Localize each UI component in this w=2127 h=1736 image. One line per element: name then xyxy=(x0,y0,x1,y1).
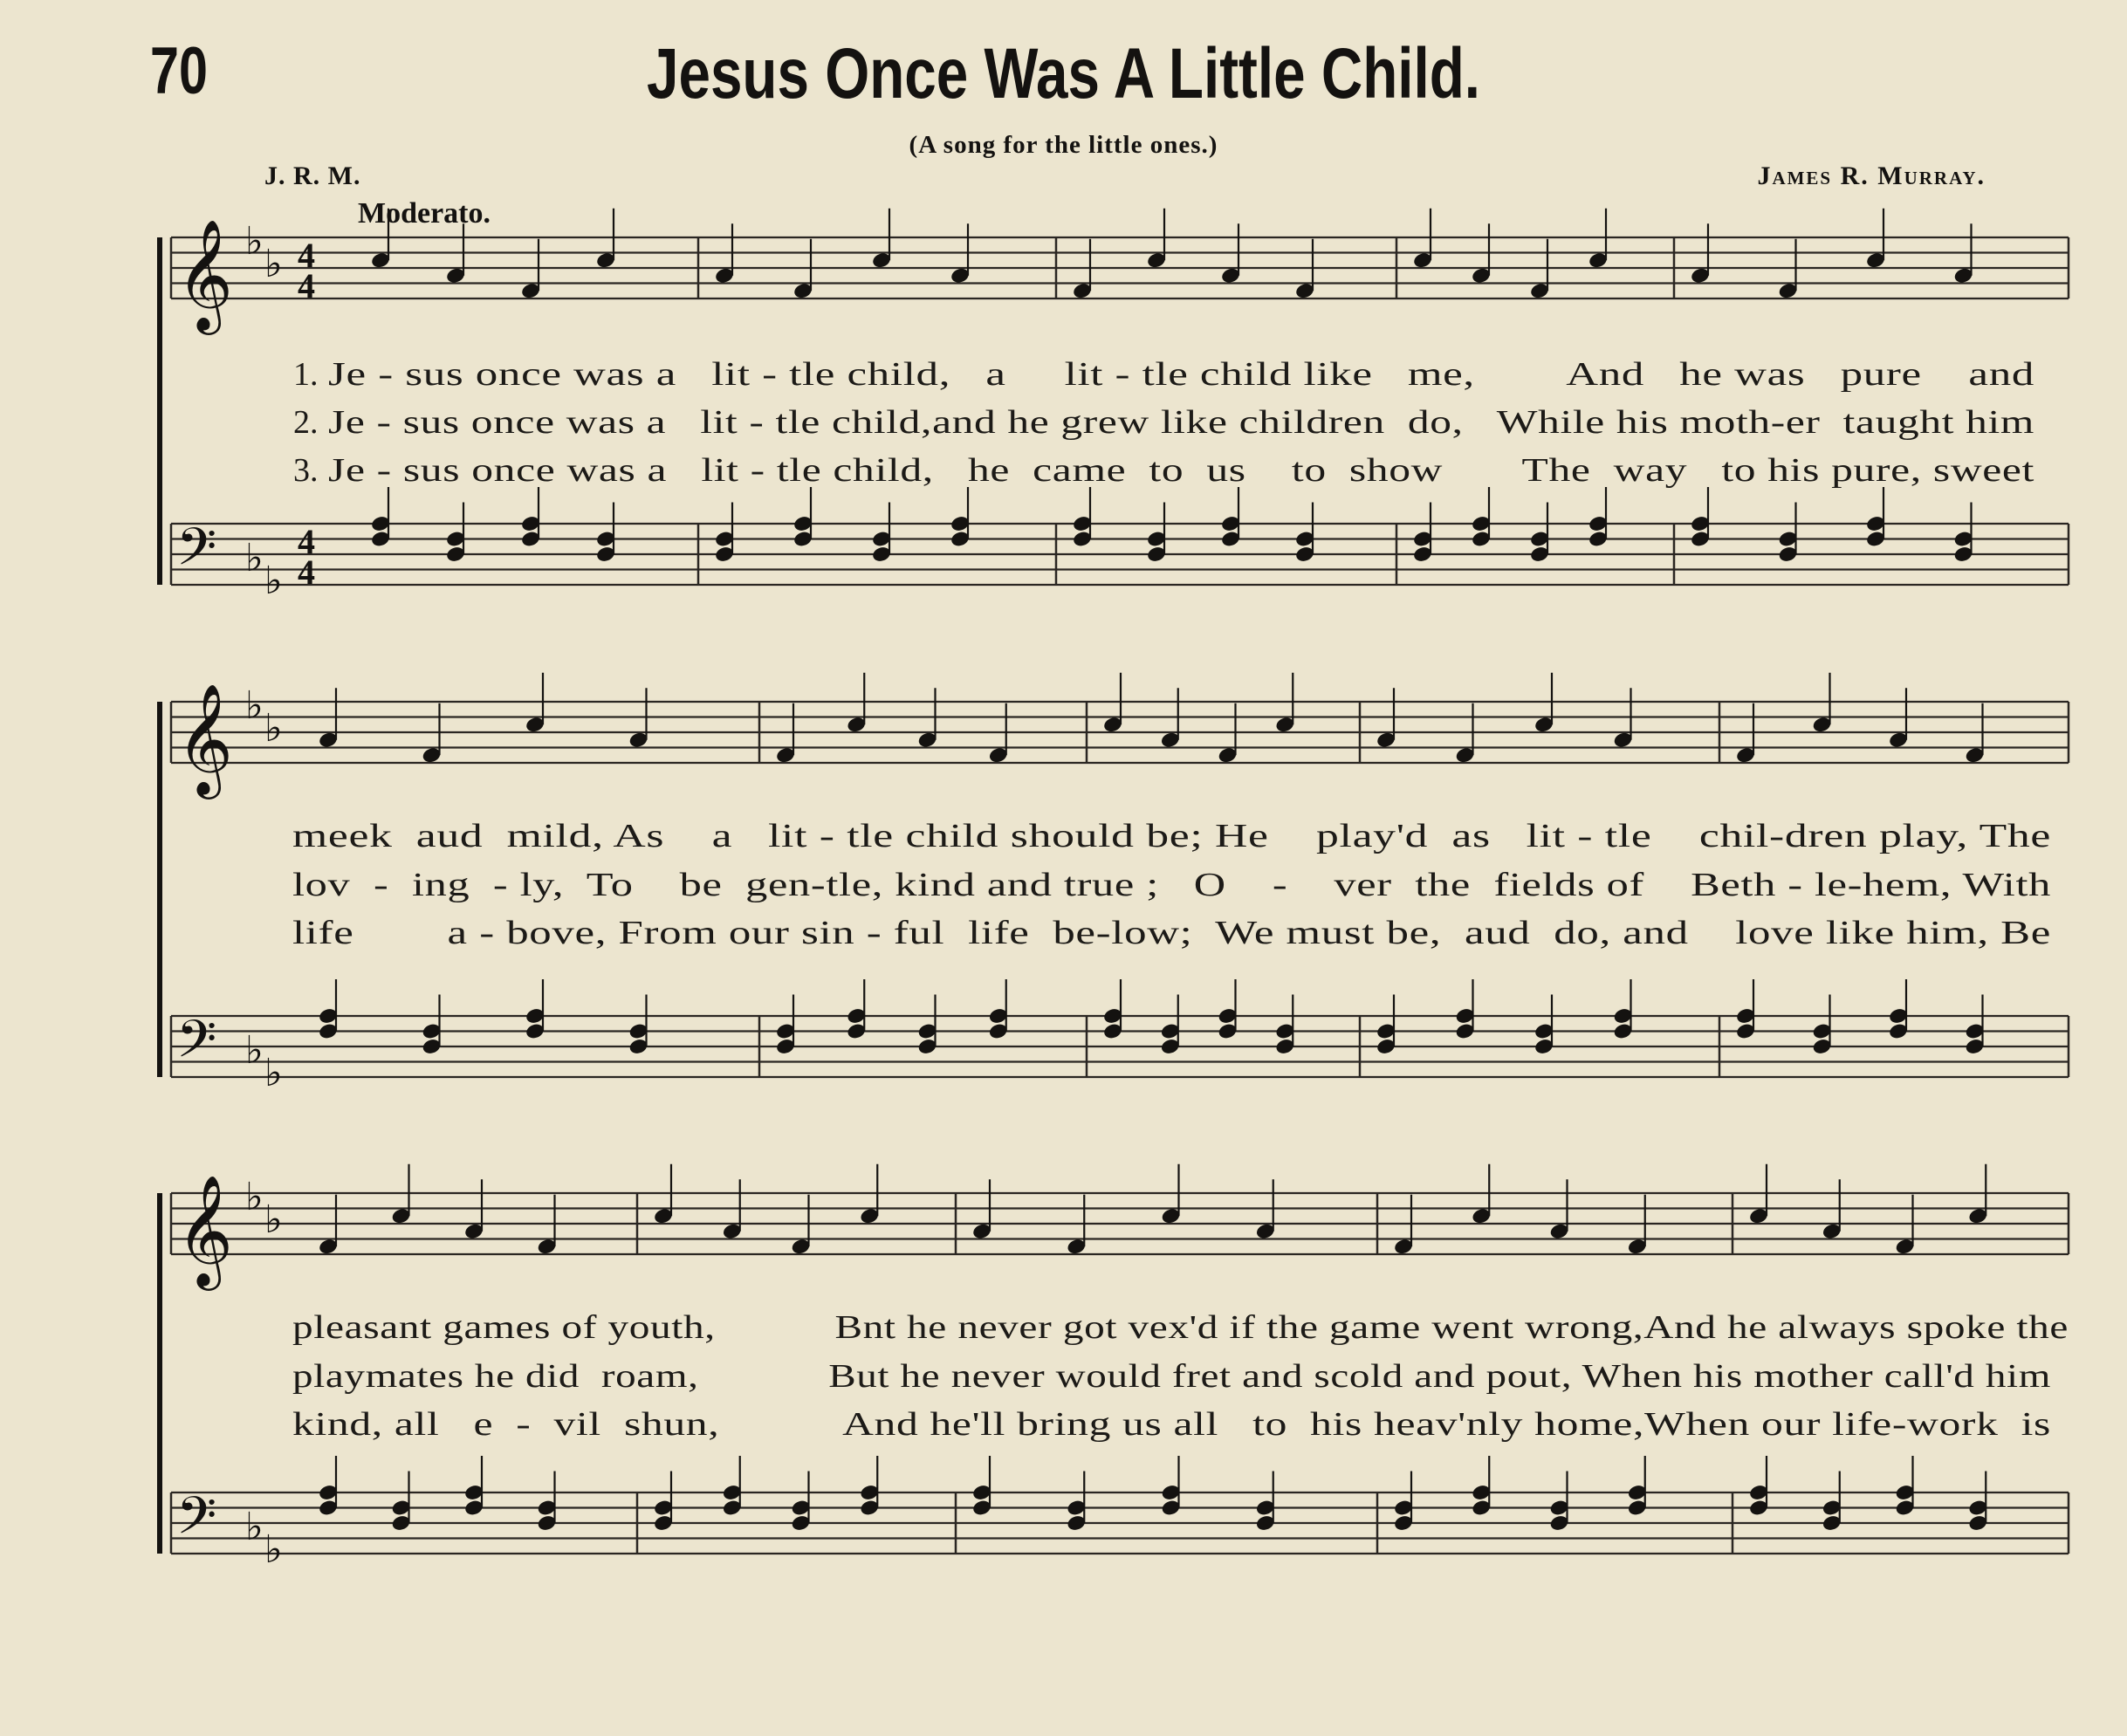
verse-number: 1. xyxy=(293,356,319,393)
flat-sign-icon: ♭ xyxy=(245,1174,264,1219)
verse-number: 3. xyxy=(293,452,319,489)
flat-sign-icon: ♭ xyxy=(245,535,264,580)
flat-sign-icon: ♭ xyxy=(264,706,283,751)
flat-sign-icon: ♭ xyxy=(264,1051,283,1095)
treble-clef-icon: 𝄞 xyxy=(176,683,234,794)
bass-clef-icon: 𝄢 xyxy=(176,1008,217,1082)
song-title: Jesus Once Was A Little Child. xyxy=(646,34,1481,113)
lyric-line: Je - sus once was a lit - tle child, a lit - tle child like me, And he was pure and xyxy=(328,356,2034,393)
bass-clef-icon: 𝄢 xyxy=(176,1485,217,1559)
lyric-line: pleasant games of youth, Bnt he never got vex'd if the game went wrong,And he always spoke the xyxy=(292,1309,2069,1346)
lyric-line: playmates he did roam, But he never would fret and scold and pout, When his mother call'd him xyxy=(292,1358,2051,1395)
lyric-line: kind, all e - vil shun, And he'll bring us all to his heav'nly home,When our life-work is xyxy=(292,1406,2051,1443)
tempo-marking: Moderato. xyxy=(358,197,491,230)
flat-sign-icon: ♭ xyxy=(264,1527,283,1572)
lyric-line: Je - sus once was a lit - tle child,and he grew like children do, While his moth-er taught him xyxy=(328,404,2034,441)
lyric-line: Je - sus once was a lit - tle child, he came to us to show The way to his pure, sweet xyxy=(328,452,2034,489)
treble-clef-icon: 𝄞 xyxy=(176,1174,234,1286)
flat-sign-icon: ♭ xyxy=(264,242,283,286)
lyric-line: lov - ing - ly, To be gen-tle, kind and true ; O - ver the fields of Beth - le-hem, With xyxy=(292,867,2051,903)
treble-clef-icon: 𝄞 xyxy=(176,218,234,330)
flat-sign-icon: ♭ xyxy=(245,218,264,264)
system-brace xyxy=(157,702,162,1077)
flat-sign-icon: ♭ xyxy=(245,1027,264,1073)
system-brace xyxy=(157,1193,162,1554)
flat-sign-icon: ♭ xyxy=(264,559,283,603)
flat-sign-icon: ♭ xyxy=(245,683,264,728)
page-number: 70 xyxy=(150,34,208,108)
song-subtitle: (A song for the little ones.) xyxy=(909,131,1218,159)
time-signature-numerator: 4 xyxy=(298,236,315,275)
bass-clef-icon: 𝄢 xyxy=(176,516,217,590)
flat-sign-icon: ♭ xyxy=(245,1504,264,1549)
time-signature-numerator: 4 xyxy=(298,522,315,561)
time-signature-denominator: 4 xyxy=(298,266,315,305)
verse-number: 2. xyxy=(293,404,319,441)
lyric-line: life a - bove, From our sin - ful life be-low; We must be, aud do, and love like him, Be xyxy=(292,915,2051,951)
time-signature-denominator: 4 xyxy=(298,552,315,592)
flat-sign-icon: ♭ xyxy=(264,1197,283,1242)
composer-credit: James R. Murray. xyxy=(1757,161,1986,190)
lyric-line: meek aud mild, As a lit - tle child should be; He play'd as lit - tle chil-dren play, The xyxy=(292,818,2051,854)
system-brace xyxy=(157,237,162,585)
lyricist-credit: J. R. M. xyxy=(264,161,361,190)
